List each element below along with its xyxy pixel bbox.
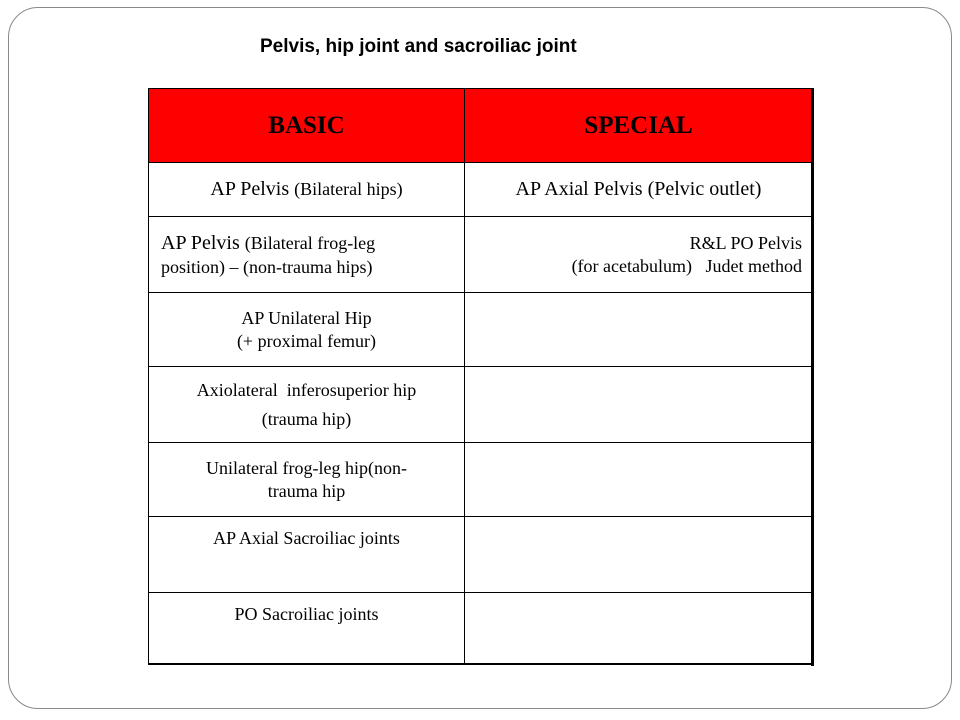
special-cell bbox=[465, 217, 813, 293]
table-row bbox=[149, 163, 813, 217]
basic-cell bbox=[149, 517, 465, 593]
basic-sub-text: (Bilateral hips) bbox=[294, 179, 403, 199]
basic-main-text: AP Pelvis bbox=[210, 178, 295, 200]
table-row bbox=[149, 517, 813, 593]
basic-cell bbox=[149, 217, 465, 293]
basic-cell bbox=[149, 293, 465, 367]
header-special: SPECIAL bbox=[465, 89, 813, 163]
basic-main-text: AP Pelvis bbox=[161, 231, 245, 254]
special-cell: AP Axial Pelvis (Pelvic outlet) bbox=[465, 163, 813, 217]
table-right-shadow bbox=[811, 88, 814, 666]
table-bottom-shadow bbox=[148, 663, 814, 665]
special-cell-empty bbox=[465, 517, 813, 593]
table-row bbox=[149, 217, 813, 293]
slide-title: Pelvis, hip joint and sacroiliac joint bbox=[260, 36, 577, 57]
basic-cell bbox=[149, 443, 465, 517]
basic-cell bbox=[149, 367, 465, 443]
basic-sub-text: (Bilateral frog-leg bbox=[244, 232, 376, 253]
basic-line-1: AP Unilateral Hip bbox=[241, 308, 372, 328]
basic-cell bbox=[149, 593, 465, 665]
special-line-2: (for acetabulum) Judet method bbox=[571, 255, 802, 276]
header-basic: BASIC bbox=[149, 89, 465, 163]
special-cell-empty bbox=[465, 593, 813, 665]
basic-line-2: trauma hip bbox=[267, 480, 346, 501]
basic-line-2: position) – (non-trauma hips) bbox=[161, 256, 373, 277]
basic-line-1: AP Axial Sacroiliac joints bbox=[213, 528, 400, 548]
special-cell-empty bbox=[465, 443, 813, 517]
basic-line-1: PO Sacroiliac joints bbox=[234, 604, 379, 624]
special-line-1: R&L PO Pelvis bbox=[689, 233, 802, 253]
basic-line-2: (+ proximal femur) bbox=[236, 330, 377, 351]
table-row bbox=[149, 367, 813, 443]
table-row bbox=[149, 443, 813, 517]
basic-line-2: (trauma hip) bbox=[261, 408, 352, 429]
projection-table bbox=[148, 88, 813, 665]
table-row bbox=[149, 593, 813, 665]
table-row bbox=[149, 293, 813, 367]
special-cell-empty bbox=[465, 367, 813, 443]
special-cell-empty bbox=[465, 293, 813, 367]
basic-cell bbox=[149, 163, 465, 217]
table-header-row bbox=[149, 89, 813, 163]
basic-line-1: Axiolateral inferosuperior hip bbox=[196, 380, 417, 400]
basic-line-1: Unilateral frog-leg hip(non- bbox=[206, 458, 407, 478]
